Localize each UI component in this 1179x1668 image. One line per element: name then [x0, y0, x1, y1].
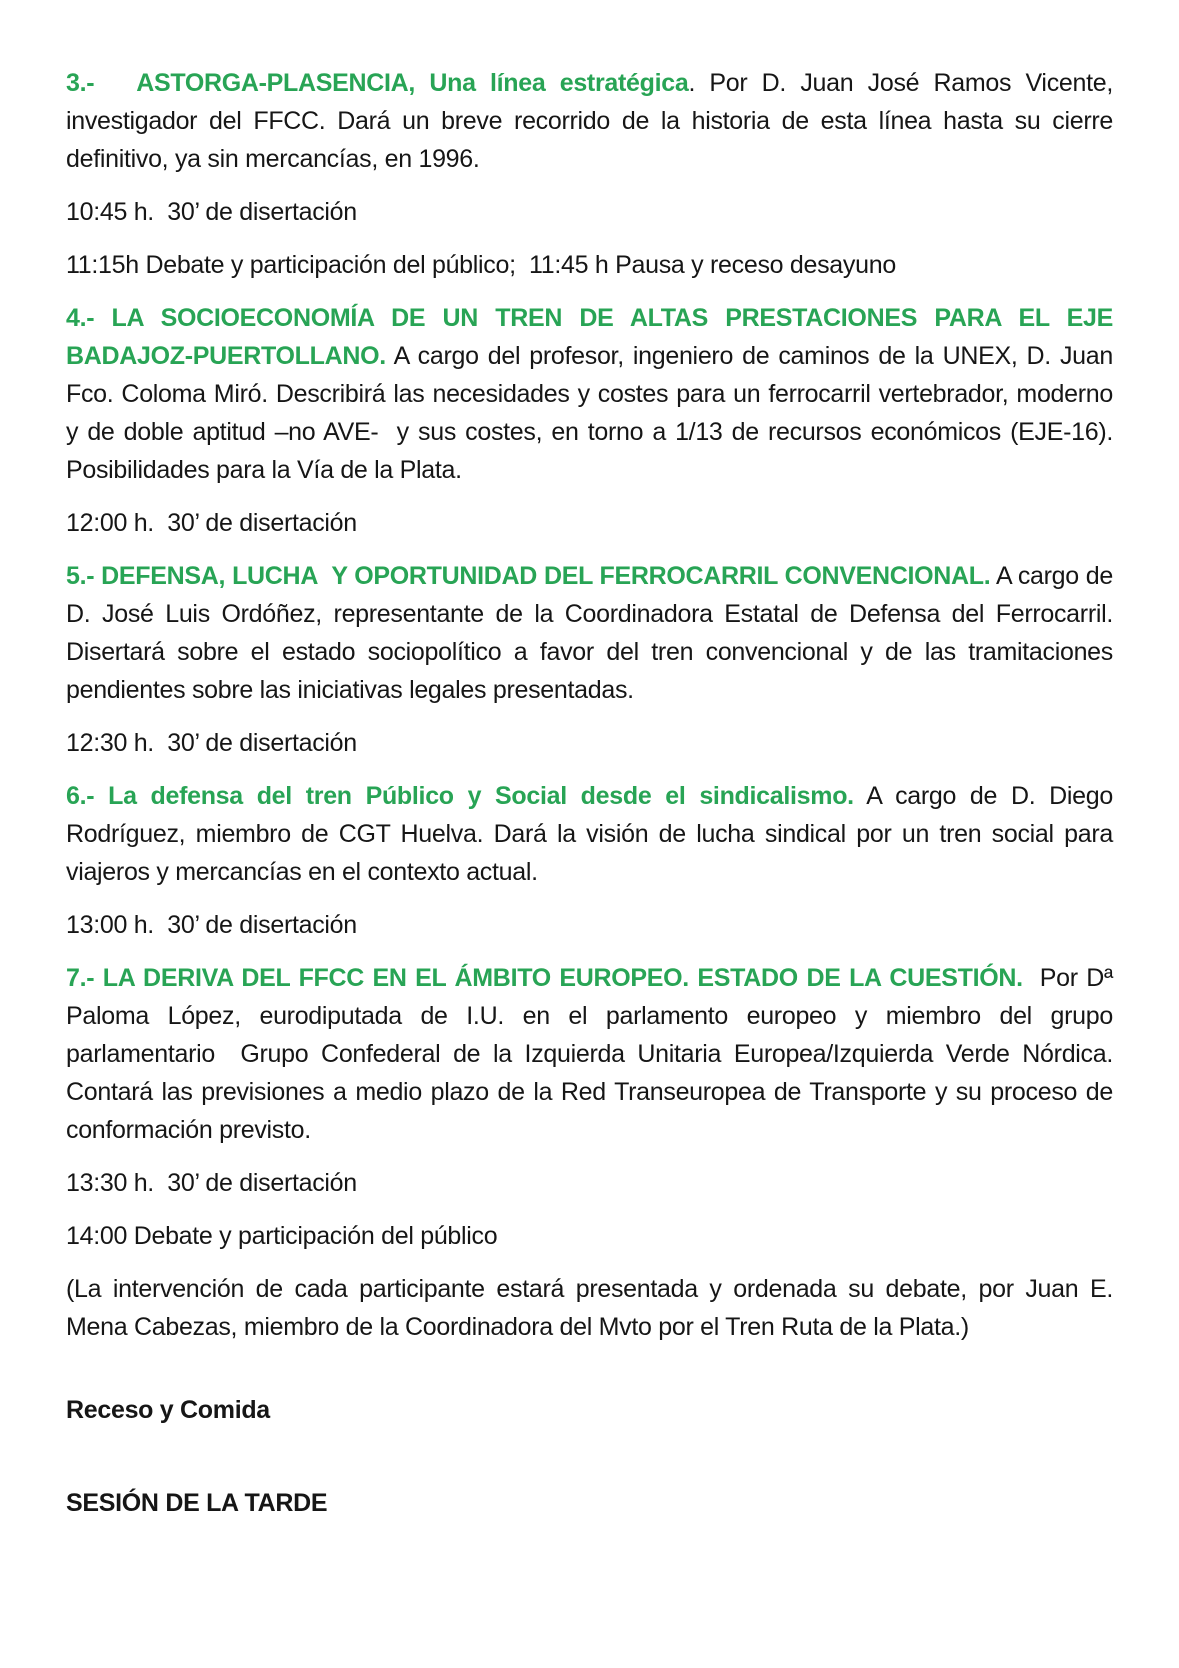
time-entry-1230: 12:30 h. 30’ de disertación [66, 729, 357, 757]
session-3-paragraph [66, 64, 1113, 178]
sesion-de-la-tarde-heading: SESIÓN DE LA TARDE [66, 1489, 328, 1517]
time-entry-1115: 11:15h Debate y participación del público; 11:45 h Pausa y receso desayuno [66, 251, 896, 279]
session-4-description: A cargo del profesor, ingeniero de caminos de la UNEX, D. Juan Fco. Coloma Miró. Describirá las necesidades y costes para un ferrocarril vertebrador, moderno y de doble aptitud –no AVE- y sus costes, en torno a 1/13 de recursos económicos (EJE-16). Posibilidades para la Vía de la Plata. [66, 342, 1113, 484]
session-4-title: 4.- LA SOCIOECONOMÍA DE UN TREN DE ALTAS PRESTACIONES PARA EL EJE BADAJOZ-PUERTOLLANO. [66, 304, 1113, 370]
moderation-note: (La intervención de cada participante estará presentada y ordenada su debate, por Juan E. Mena Cabezas, miembro de la Coordinadora del Mvto por el Tren Ruta de la Plata.) [66, 1275, 1113, 1341]
session-6-description: A cargo de D. Diego Rodríguez, miembro de CGT Huelva. Dará la visión de lucha sindical por un tren social para viajeros y mercancías en el contexto actual. [66, 782, 1113, 886]
session-7-description: Por Dª Paloma López, eurodiputada de I.U. en el parlamento europeo y miembro del grupo parlamentario Grupo Confederal de la Izquierda Unitaria Europea/Izquierda Verde Nórdica. Contará las previsiones a medio plazo de la Red Transeuropea de Transporte y su proceso de conformación previsto. [66, 964, 1113, 1144]
session-7-title: 7.- LA DERIVA DEL FFCC EN EL ÁMBITO EUROPEO. ESTADO DE LA CUESTIÓN. [66, 964, 1023, 992]
session-6-title: 6.- La defensa del tren Público y Social desde el sindicalismo. [66, 782, 854, 810]
session-5-title: 5.- DEFENSA, LUCHA Y OPORTUNIDAD DEL FERROCARRIL CONVENCIONAL. [66, 562, 991, 590]
session-7-paragraph [66, 959, 1113, 1149]
time-entry-1330: 13:30 h. 30’ de disertación [66, 1169, 357, 1197]
session-6-paragraph [66, 777, 1113, 891]
time-entry-1300: 13:00 h. 30’ de disertación [66, 911, 357, 939]
session-5-description: A cargo de D. José Luis Ordóñez, representante de la Coordinadora Estatal de Defensa del Ferrocarril. Disertará sobre el estado sociopolítico a favor del tren convencional y de las tramitaciones pendientes sobre las iniciativas legales presentadas. [66, 562, 1113, 704]
receso-y-comida-heading: Receso y Comida [66, 1396, 270, 1424]
session-3-title: 3.- ASTORGA-PLASENCIA, Una línea estratégica [66, 69, 689, 97]
time-entry-1400: 14:00 Debate y participación del público [66, 1222, 498, 1250]
time-entry-1200: 12:00 h. 30’ de disertación [66, 509, 357, 537]
session-3-description: . Por D. Juan José Ramos Vicente, investigador del FFCC. Dará un breve recorrido de la historia de esta línea hasta su cierre definitivo, ya sin mercancías, en 1996. [66, 69, 1113, 173]
time-entry-1045: 10:45 h. 30’ de disertación [66, 198, 357, 226]
session-5-paragraph [66, 557, 1113, 709]
session-4-paragraph [66, 299, 1113, 489]
